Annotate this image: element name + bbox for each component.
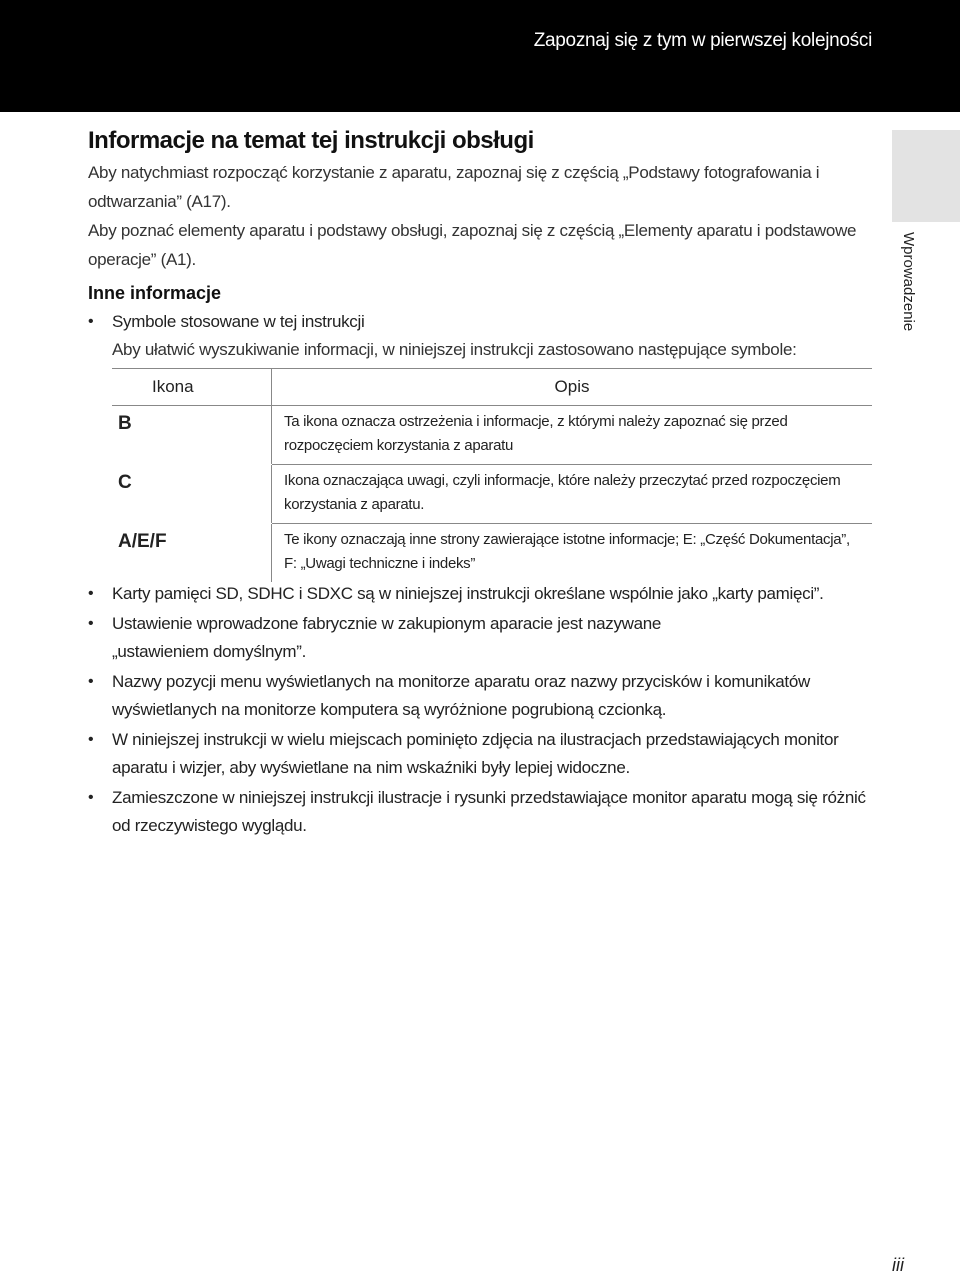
symbols-intro: Aby ułatwić wyszukiwanie informacji, w niniejszej instrukcji zastosowano następujące symbole: [112,340,797,359]
notes-list [88,580,878,842]
intro-paragraph-2: Aby poznać elementy aparatu i podstawy obsługi, zapoznaj się z częścią „Elementy aparatu i podstawowe operacje” (A1). [88,221,857,269]
table-cell-description: Ta ikona oznacza ostrzeżenia i informacje, z którymi należy zapoznać się przed rozpoczęciem korzystania z aparatu [272,406,873,465]
intro-paragraph-1: Aby natychmiast rozpocząć korzystanie z aparatu, zapoznaj się z częścią „Podstawy fotografowania i odtwarzania” (A17). [88,163,820,211]
list-item: • Karty pamięci SD, SDHC i SDXC są w niniejszej instrukcji określane wspólnie jako „karty pamięci”. [88,580,878,608]
list-item: • W niniejszej instrukcji w wielu miejscach pominięto zdjęcia na ilustracjach przedstawiających monitor aparatu i wizjer, aby wyświetlane na nim wskaźniki były lepiej widoczne. [88,726,878,782]
section-title: Inne informacje [88,283,222,303]
table-cell-description: Ikona oznaczająca uwagi, czyli informacje, które należy przeczytać przed rozpoczęciem korzystania z aparatu. [272,465,873,524]
list-item: • Nazwy pozycji menu wyświetlanych na monitorze aparatu oraz nazwy przycisków i komunikatów wyświetlanych na monitorze komputera są wyróżnione pogrubioną czcionką. [88,668,878,724]
page-number: iii [892,1255,904,1275]
symbols-bullet: • Symbole stosowane w tej instrukcji [88,308,878,336]
table-cell-description: Te ikony oznaczają inne strony zawierające istotne informacje; E: „Część Dokumentacja”, F: „Uwagi techniczne i indeks” [272,524,873,583]
table-header-description: Opis [272,369,873,406]
table-header-icon: Ikona [112,369,272,406]
header-title: Zapoznaj się z tym w pierwszej kolejności [533,30,872,51]
note-icon: C [118,472,132,493]
page-title: Informacje na temat tej instrukcji obsługi [88,127,534,154]
chapter-label: Wprowadzenie [900,232,917,332]
table-row [112,406,872,465]
list-item: • Zamieszczone w niniejszej instrukcji ilustracje i rysunki przedstawiające monitor aparatu mogą się różnić od rzeczywistego wyglądu. [88,784,878,840]
list-item: • Ustawienie wprowadzone fabrycznie w zakupionym aparacie jest nazywane „ustawieniem domyślnym”. [88,610,878,666]
warning-check-icon: B [118,413,132,434]
table-row [112,465,872,524]
main-content [88,124,878,364]
page-reference-icons: A/E/F [118,531,167,552]
symbols-table [112,368,872,582]
table-row [112,524,872,583]
chapter-tab [892,130,960,222]
header-bar [0,0,960,112]
